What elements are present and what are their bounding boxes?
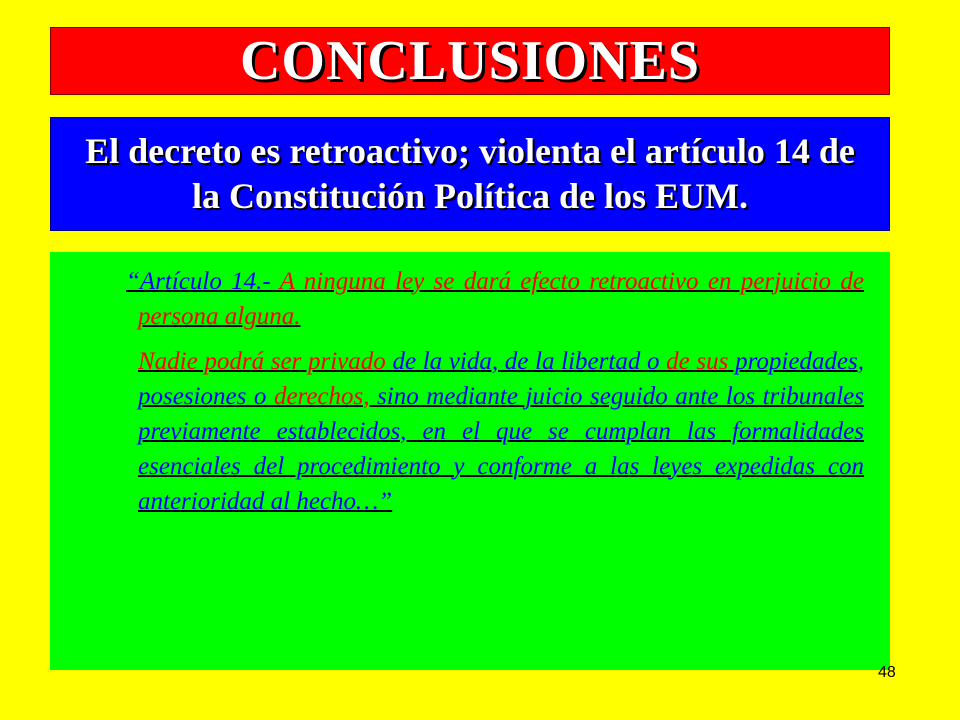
quote-segment: de la vida, de la libertad o	[385, 348, 667, 375]
quote-segment: propiedades, posesiones o	[138, 348, 864, 410]
quote-paragraph-2	[138, 344, 864, 519]
quote-box	[50, 252, 890, 670]
quote-segment: sino mediante juicio seguido ante los tribunales previamente establecidos, en el que se cumplan las formalidades esenciales del procedimiento y conforme a las leyes expedidas con anterioridad al hecho…”	[138, 383, 864, 515]
quote-paragraph-1	[126, 264, 864, 334]
page-number: 48	[878, 664, 896, 681]
quote-segment: A ninguna ley se dará efecto retroactivo en perjuicio de persona alguna.	[138, 268, 864, 330]
subtitle-box	[50, 117, 890, 231]
slide-subtitle: El decreto es retroactivo; violenta el artículo 14 de la Constitución Política de los EUM.	[85, 131, 855, 216]
quote-segment: derechos,	[273, 383, 370, 410]
quote-segment: Nadie podrá ser privado	[138, 348, 386, 375]
title-bar	[50, 27, 890, 95]
quote-segment: de sus	[666, 348, 729, 375]
quote-segment: “Artículo 14.-	[126, 268, 280, 295]
slide-title: CONCLUSIONES	[239, 30, 701, 92]
